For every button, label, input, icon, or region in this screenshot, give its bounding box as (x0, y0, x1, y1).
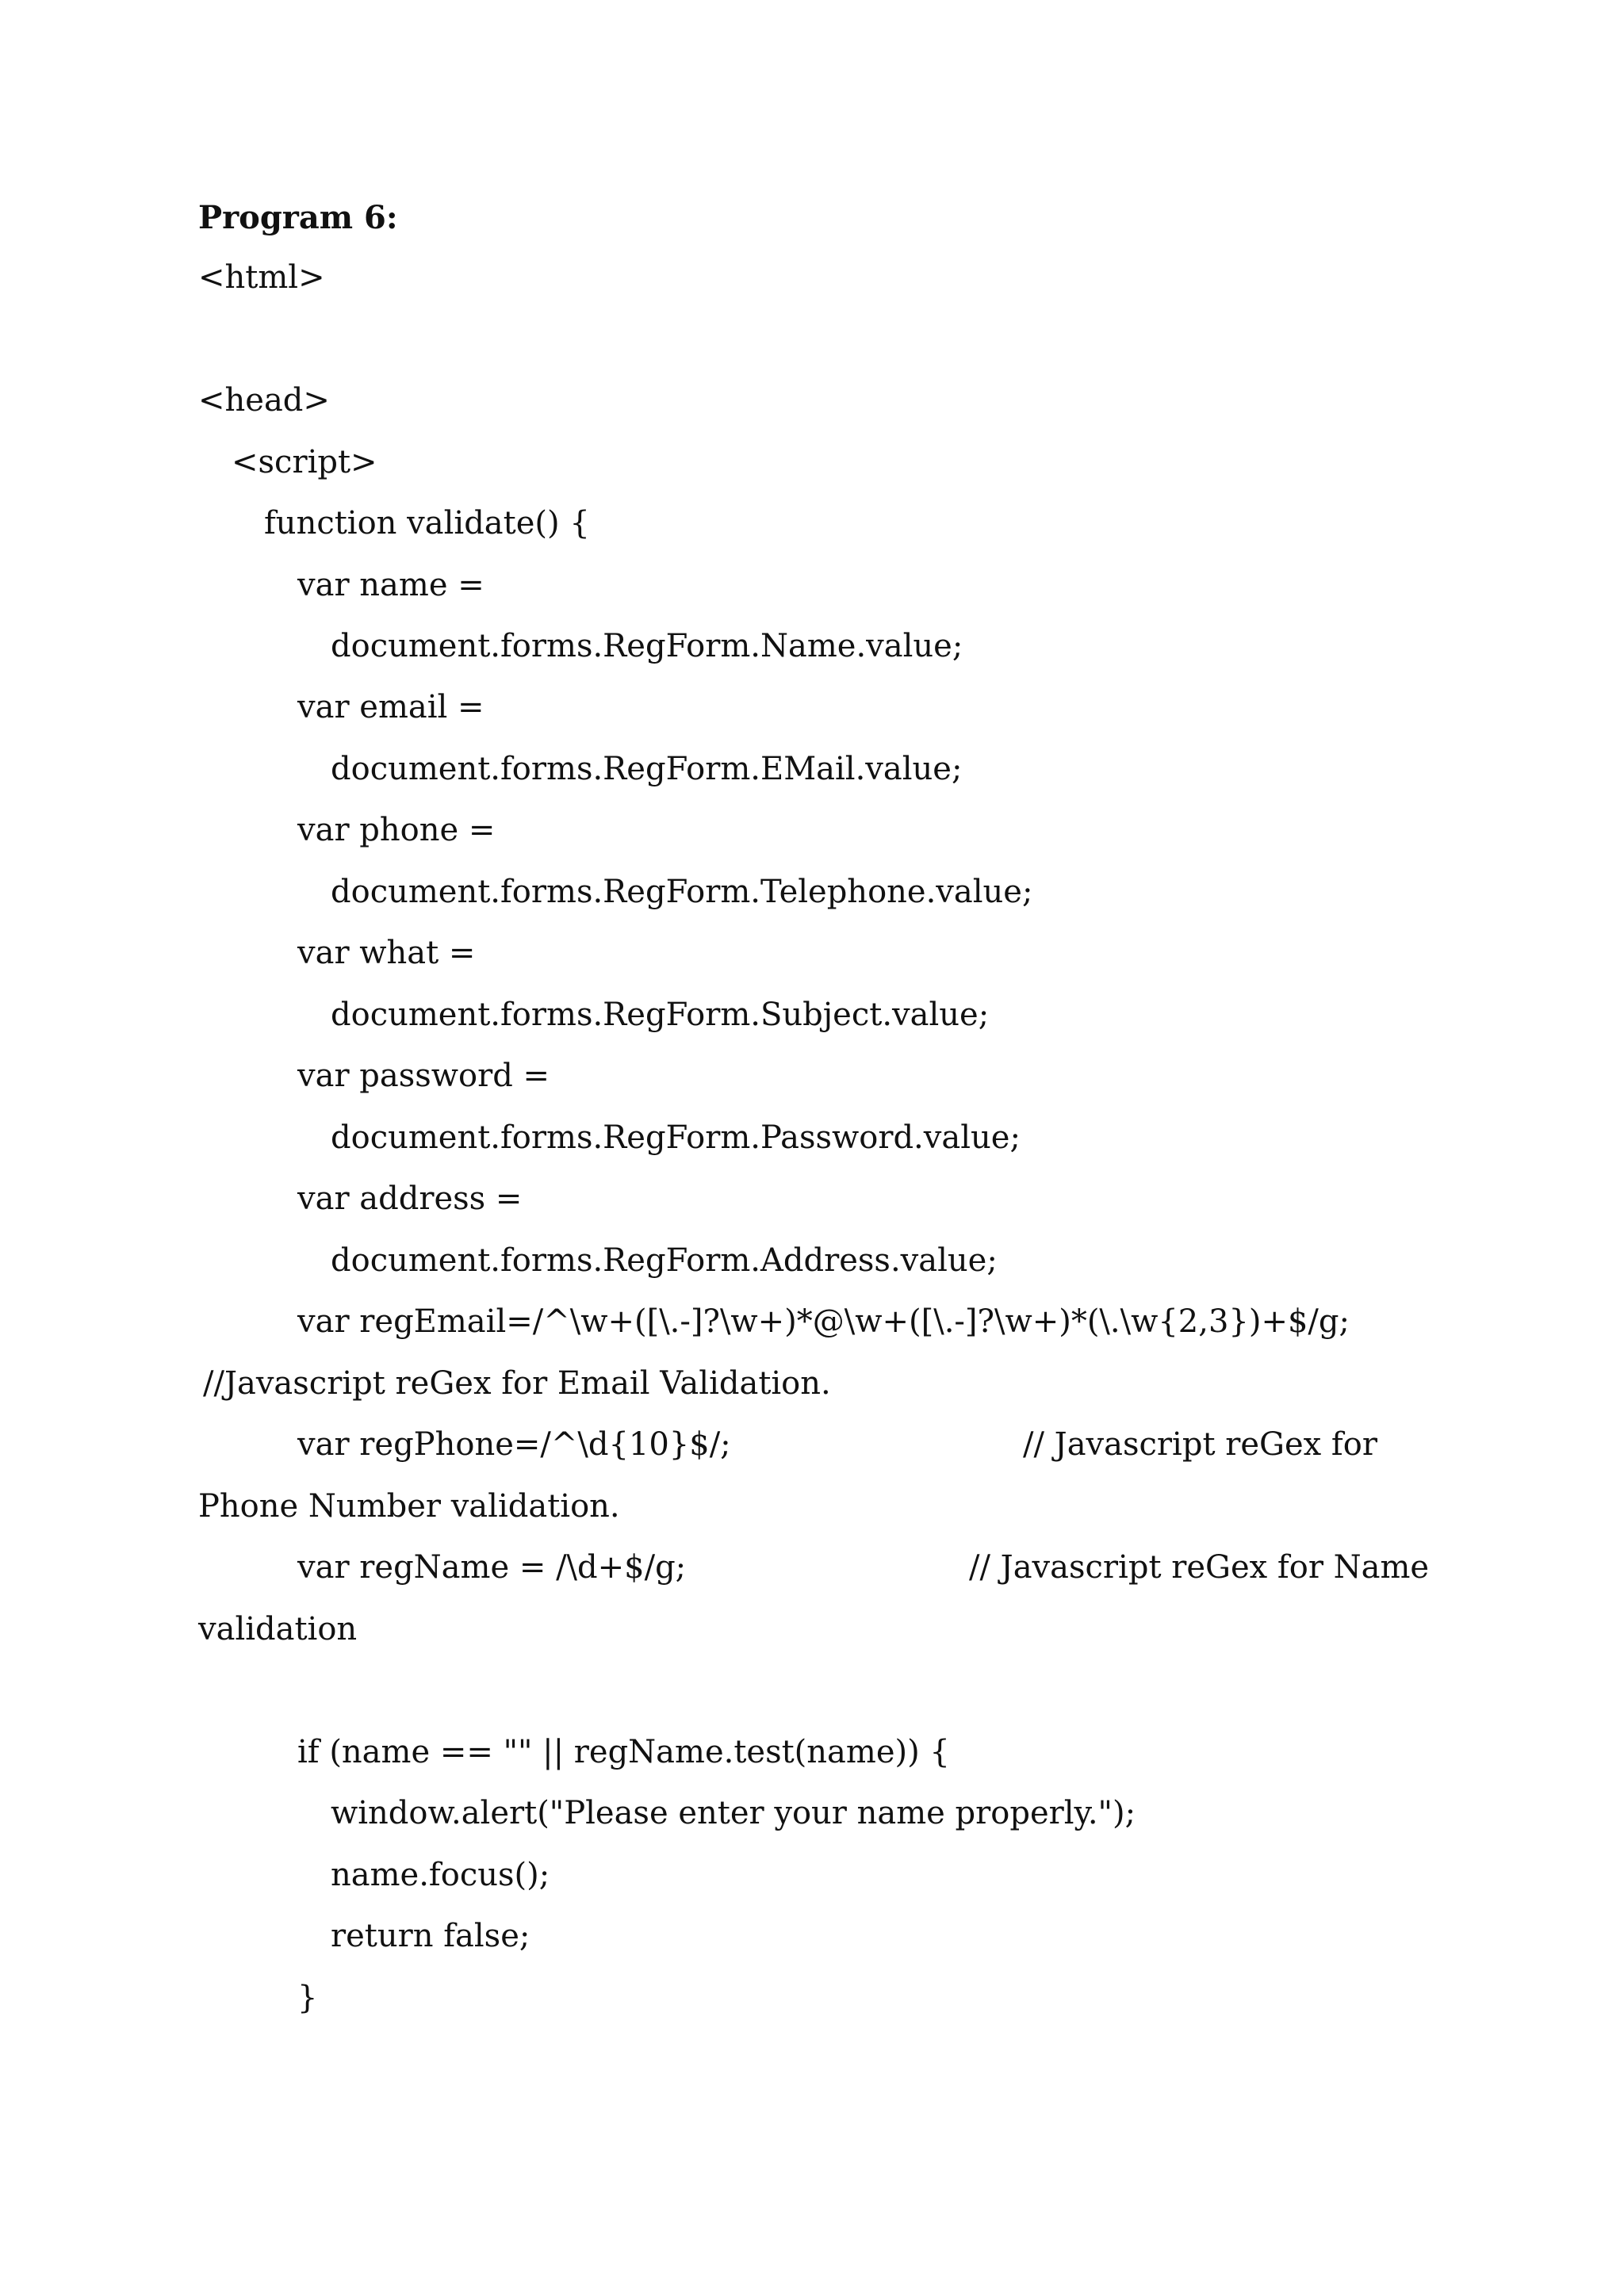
code-line-reg-email: var regEmail=/^\w+([\.-]?\w+)*@\w+([\.-]?\w+)*(\.\w{2,3})+$/g; (297, 1303, 1350, 1340)
code-line-email-value: document.forms.RegForm.EMail.value; (331, 751, 963, 787)
code-line-var-name: var name = (297, 567, 485, 603)
code-line-password-value: document.forms.RegForm.Password.value; (331, 1119, 1021, 1156)
code-line-script-open: <script> (232, 444, 377, 480)
code-line-var-phone: var phone = (297, 812, 496, 848)
code-line-head-open: <head> (198, 382, 330, 419)
code-comment-phone-continued: Phone Number validation. (198, 1488, 620, 1525)
code-line-function-validate: function validate() { (264, 505, 590, 541)
code-line-reg-name: var regName = /\d+$/g; (297, 1549, 687, 1586)
code-line-var-address: var address = (297, 1181, 523, 1217)
code-line-closing-brace: } (297, 1980, 318, 2016)
program-heading: Program 6: (198, 199, 398, 236)
code-comment-email-validation: //Javascript reGex for Email Validation. (203, 1365, 831, 1402)
code-comment-name: // Javascript reGex for Name (969, 1549, 1430, 1586)
code-line-reg-phone: var regPhone=/^\d{10}$/; (297, 1426, 731, 1463)
code-line-if-name: if (name == "" || regName.test(name)) { (297, 1734, 950, 1770)
code-line-return-false: return false; (331, 1918, 530, 1954)
code-line-var-password: var password = (297, 1058, 550, 1094)
code-line-name-value: document.forms.RegForm.Name.value; (331, 628, 963, 664)
code-line-html-open: <html> (198, 259, 325, 296)
code-line-address-value: document.forms.RegForm.Address.value; (331, 1242, 998, 1279)
code-line-var-what: var what = (297, 935, 476, 971)
code-comment-name-continued: validation (198, 1611, 358, 1647)
code-line-subject-value: document.forms.RegForm.Subject.value; (331, 997, 990, 1033)
code-line-telephone-value: document.forms.RegForm.Telephone.value; (331, 874, 1033, 910)
code-line-name-focus: name.focus(); (331, 1857, 550, 1893)
code-comment-phone: // Javascript reGex for (1023, 1426, 1377, 1463)
code-line-window-alert: window.alert("Please enter your name properly."); (331, 1795, 1136, 1831)
code-line-var-email: var email = (297, 689, 485, 725)
